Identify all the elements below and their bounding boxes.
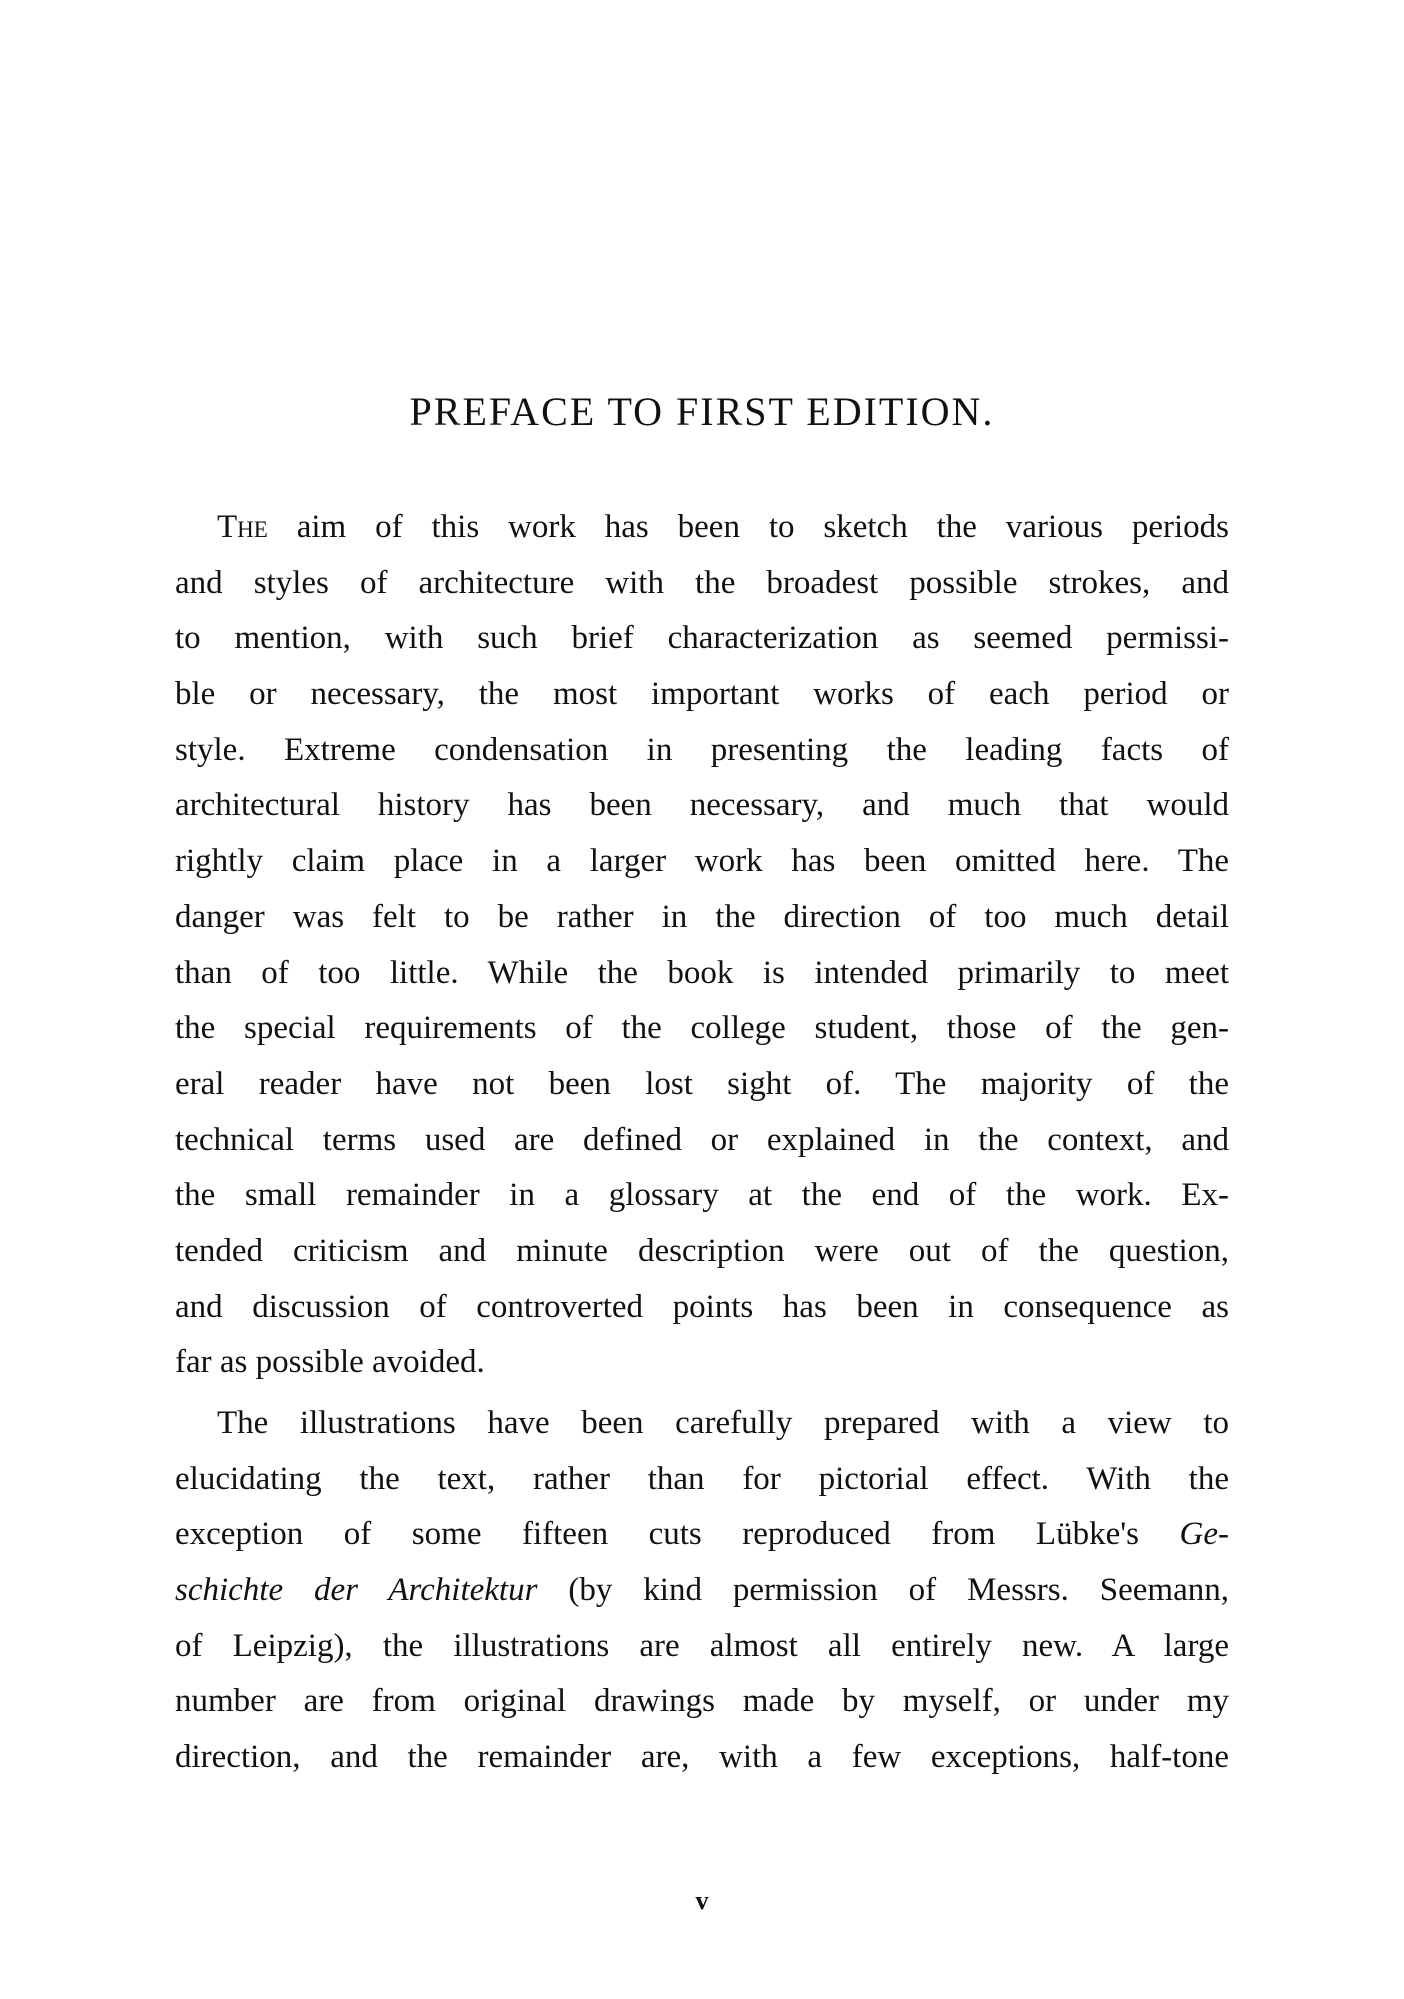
text-line [175,1563,1229,1619]
text-line: far as possible avoided. [175,1344,485,1381]
page-number: v [695,1886,709,1915]
text-line: elucidating the text, rather than for pictorial effect. With the [175,1460,1229,1497]
text-line: rightly claim place in a larger work has been omitted here. The [175,843,1229,880]
paragraph-2 [175,1396,1229,1786]
italic-title-fragment: Ge- [1179,1516,1229,1553]
text-line: than of too little. While the book is intended primarily to meet [175,954,1229,991]
text-line [175,1507,1229,1563]
text-fragment: aim of this work has been to sketch the various periods [267,509,1229,545]
text-line: number are from original drawings made by myself, or under my [175,1683,1229,1720]
text-line: technical terms used are defined or explained in the context, and [175,1121,1229,1158]
text-fragment: exception of some fifteen cuts reproduced from Lübke's [175,1516,1180,1553]
text-line: and discussion of controverted points has been in consequence as [175,1288,1229,1325]
preface-body [175,500,1229,1786]
text-line: to mention, with such brief characterization as seemed permissi- [175,620,1229,657]
page-title: PREFACE TO FIRST EDITION. [409,389,995,434]
text-line: direction, and the remainder are, with a few exceptions, half-tone [175,1739,1229,1776]
text-line: eral reader have not been lost sight of. The majority of the [175,1065,1229,1102]
text-line: The illustrations have been carefully prepared with a view to [217,1405,1229,1441]
opening-word: The [217,509,268,545]
paragraph-1 [175,500,1229,1391]
italic-title-fragment: schichte der Architektur [175,1572,538,1609]
text-line: style. Extreme condensation in presenting the leading facts of [175,731,1229,768]
text-fragment: (by kind permission of Messrs. Seemann, [537,1572,1229,1609]
text-line: of Leipzig), the illustrations are almost all entirely new. A large [175,1627,1229,1664]
text-line: and styles of architecture with the broadest possible strokes, and [175,564,1229,601]
text-line [175,500,1229,556]
text-line: the small remainder in a glossary at the end of the work. Ex- [175,1177,1229,1214]
text-line: ble or necessary, the most important works of each period or [175,676,1229,713]
text-line: the special requirements of the college student, those of the gen- [175,1010,1229,1047]
text-line: danger was felt to be rather in the direction of too much detail [175,898,1229,935]
text-line: tended criticism and minute description were out of the question, [175,1232,1229,1269]
text-line: architectural history has been necessary, and much that would [175,787,1229,824]
